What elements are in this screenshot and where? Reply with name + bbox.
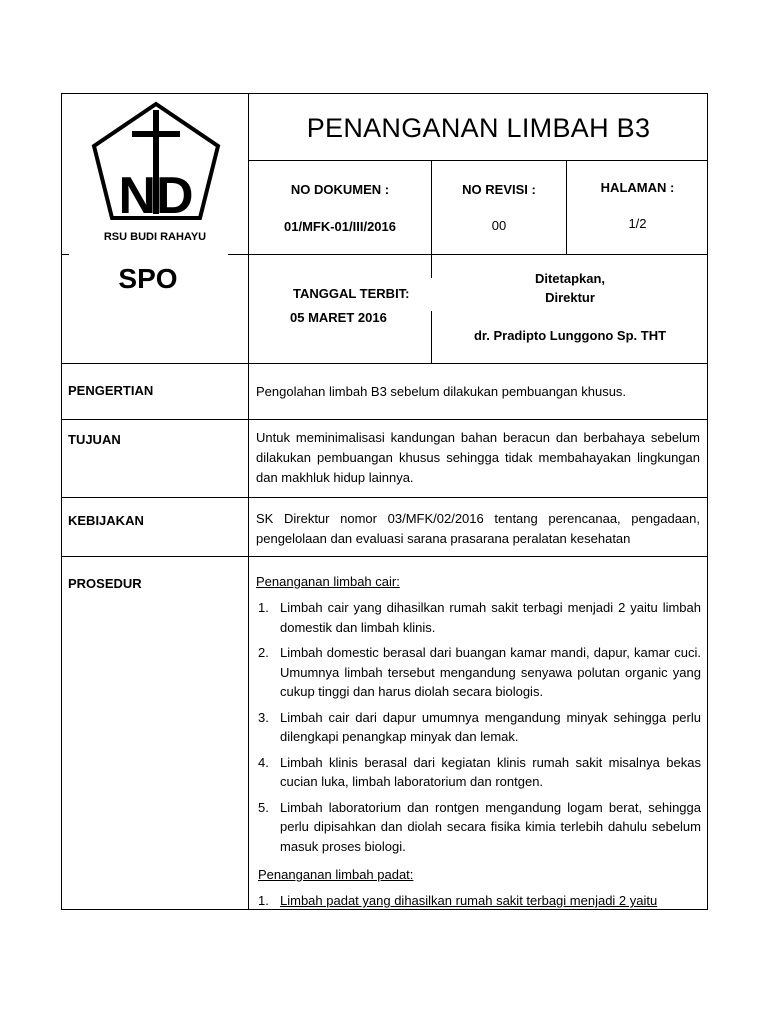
limbah-cair-steps [256, 598, 701, 862]
kebijakan-label: KEBIJAKAN [68, 513, 144, 528]
hospital-logo [88, 100, 224, 224]
grid-line [249, 160, 708, 161]
grid-line [61, 254, 69, 255]
grid-line [61, 497, 708, 498]
halaman-value: 1/2 [628, 216, 647, 231]
document-title: PENANGANAN LIMBAH B3 [306, 113, 651, 143]
document-type: SPO [118, 263, 178, 294]
list-item: 3. Limbah cair dari dapur umumnya mengandung minyak sehingga perlu dilengkapi penangkap minyak dan lemak. [258, 709, 701, 744]
grid-line [248, 93, 249, 910]
no-revisi-label: NO REVISI : [462, 182, 536, 197]
limbah-padat-heading: Penanganan limbah padat: [258, 867, 414, 882]
pengertian-label: PENGERTIAN [68, 383, 154, 398]
kebijakan-text: SK Direktur nomor 03/MFK/02/2016 tentang perencanaa, pengadaan, pengelolaan dan evaluasi sarana prasarana peralatan kesehatan [256, 511, 700, 546]
halaman-label: HALAMAN : [600, 180, 675, 195]
tujuan-label: TUJUAN [68, 432, 121, 447]
tanggal-terbit-label: TANGGAL TERBIT: [293, 286, 410, 301]
direktur-name: dr. Pradipto Lunggono Sp. THT [473, 328, 667, 343]
ditetapkan-label: Ditetapkan, [534, 271, 606, 286]
pengertian-text: Pengolahan limbah B3 sebelum dilakukan pembuangan khusus. [256, 384, 627, 399]
tujuan-text: Untuk meminimalisasi kandungan bahan beracun dan berbahaya sebelum dilakukan pembuangan khusus sehingga tidak membahayakan lingkungan dan makhluk hidup lainnya. [256, 430, 700, 485]
grid-line [228, 254, 708, 255]
tanggal-terbit-value: 05 MARET 2016 [290, 310, 387, 325]
direktur-label: Direktur [545, 290, 595, 305]
grid-line [566, 160, 567, 255]
grid-line [61, 363, 708, 364]
no-revisi-value: 00 [491, 218, 507, 233]
padat-step-number: 1. [258, 893, 269, 908]
logo-letters: ND [118, 167, 194, 224]
grid-line [61, 556, 708, 557]
grid-line [61, 419, 708, 420]
no-dokumen-label: NO DOKUMEN : [290, 182, 390, 197]
grid-line [431, 160, 432, 255]
padat-step-text: Limbah padat yang dihasilkan rumah sakit terbagi menjadi 2 yaitu [280, 893, 658, 908]
hospital-name: RSU BUDI RAHAYU [103, 231, 207, 243]
no-dokumen-value: 01/MFK-01/III/2016 [284, 219, 396, 234]
list-item: 4. Limbah klinis berasal dari kegiatan klinis rumah sakit misalnya bekas cucian luka, limbah laboratorium dan rontgen. [258, 754, 701, 789]
list-item: 5. Limbah laboratorium dan rontgen mengandung logam berat, sehingga perlu dipisahkan dan diolah secara fisika kimia terlebih dahulu sebelum masuk proses biologi. [258, 799, 701, 854]
list-item: 1. Limbah cair yang dihasilkan rumah sakit terbagi menjadi 2 yaitu limbah domestik dan limbah klinis. [258, 600, 701, 635]
list-item: 2. Limbah domestic berasal dari buangan kamar mandi, dapur, kamar cuci. Umumnya limbah tersebut mengandung senyawa polutan organic yang cukup tinggi dan harus diolah secara biologis. [258, 645, 701, 699]
prosedur-label: PROSEDUR [68, 576, 142, 591]
limbah-cair-heading: Penanganan limbah cair: [256, 574, 400, 589]
